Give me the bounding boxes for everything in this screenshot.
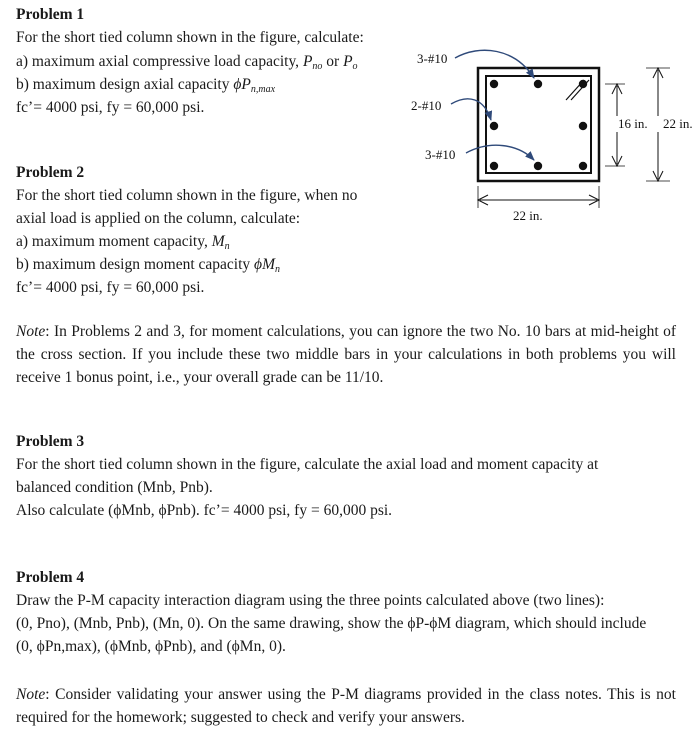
problem-2-item-a [16,233,230,252]
phi-mn-symbol: ϕM [254,256,275,273]
or-text: or [322,53,344,70]
rebar-top-left [490,80,498,88]
problem-3-title: Problem 3 [16,433,85,450]
rebar-bottom-left [490,162,498,170]
bottom-bars-label: 3-#10 [425,147,456,162]
problem-4-title: Problem 4 [16,569,85,586]
note-2 [16,683,676,729]
problem-2-materials: fc’= 4000 psi, fy = 60,000 psi. [16,279,205,296]
problem-1-item-b-text: b) maximum design axial capacity [16,76,234,93]
rebar-bottom-right [579,162,587,170]
problem-1-materials: fc’= 4000 psi, fy = 60,000 psi. [16,99,205,116]
problem-2-title: Problem 2 [16,164,85,181]
width-dim-label: 22 in. [513,208,543,223]
rebar-top-center [534,80,542,88]
po-symbol: P [343,53,353,70]
top-bars-label: 3-#10 [417,51,448,66]
problem-3-line2: balanced condition (Mnb, Pnb). [16,479,213,496]
column-section-figure [405,40,694,230]
note-2-text: : Consider validating your answer using the P-M diagrams provided in the class notes. This is not required for the homework; suggested to check and verify your answers. [16,686,676,726]
note-2-label: Note [16,686,46,703]
problem-2-intro-line2: axial load is applied on the column, calculate: [16,210,301,227]
problem-3-line3: Also calculate (ϕMnb, ϕPnb). fc’= 4000 psi, fy = 60,000 psi. [16,502,393,519]
problem-4-line2: (0, Pno), (Mnb, Pnb), (Mn, 0). On the same drawing, show the ϕP-ϕM diagram, which should include [16,615,647,632]
problem-2-item-b [16,256,280,275]
problem-4-line1: Draw the P-M capacity interaction diagram using the three points calculated above (two lines): [16,592,605,609]
pno-symbol: P [302,53,313,70]
phi-pn-symbol: ϕP [233,76,251,93]
mn-subscript: n [224,241,230,252]
phi-mn-subscript: n [274,264,280,275]
problem-4-line3: (0, ϕPn,max), (ϕMnb, ϕPnb), and (ϕMn, 0). [16,638,286,655]
bottom-bars-arrow [466,145,534,160]
problem-1-title: Problem 1 [16,6,85,23]
rebar-mid-right [579,122,587,130]
pno-subscript: no [312,61,323,72]
problem-1-item-b [16,76,275,95]
problem-3-line1: For the short tied column shown in the figure, calculate the axial load and moment capacity at [16,456,599,473]
rebar-mid-left [490,122,498,130]
po-subscript: o [352,61,358,72]
problem-2-item-b-text: b) maximum design moment capacity [16,256,255,273]
problem-2-intro-line1: For the short tied column shown in the figure, when no [16,187,358,204]
rebar-top-right [579,80,587,88]
top-bars-arrow [455,50,534,78]
problem-1-intro: For the short tied column shown in the figure, calculate: [16,29,364,46]
rebar-bottom-center [534,162,542,170]
note-1 [16,320,676,389]
note-1-label: Note [16,323,46,340]
inner-dim-label: 16 in. [618,116,648,131]
problem-2-item-a-text: a) maximum moment capacity, [16,233,212,250]
outer-dim-label: 22 in. [663,116,693,131]
pnmax-subscript: n,max [250,84,276,95]
mid-bars-label: 2-#10 [411,98,442,113]
note-1-text: : In Problems 2 and 3, for moment calculations, you can ignore the two No. 10 bars at mid-height of the cross section. If you include these two middle bars in your calculations in both problems you will receive 1 bonus point, i.e., your overall grade can be 11/10. [16,323,676,386]
mn-symbol: M [211,233,225,250]
problem-1-item-a [16,53,358,72]
problem-1-item-a-text: a) maximum axial compressive load capacity, [16,53,303,70]
